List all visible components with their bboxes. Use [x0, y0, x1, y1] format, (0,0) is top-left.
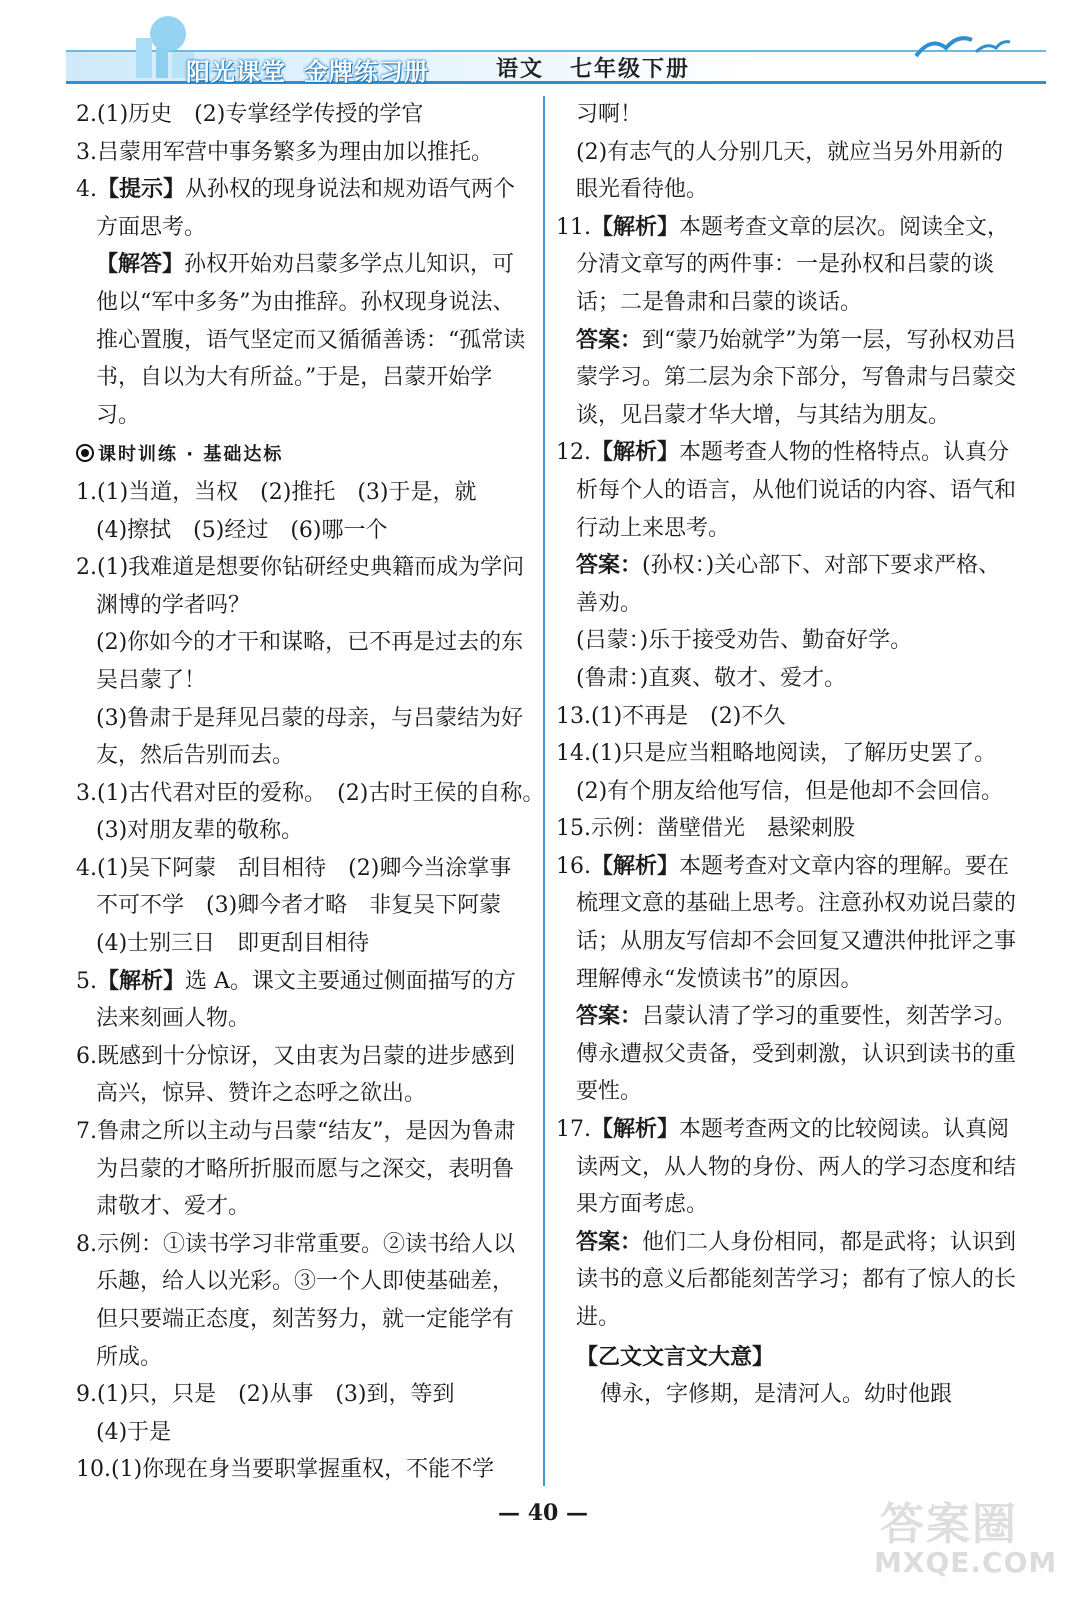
answer-item: 10.(1)你现在身当要职掌握重权，不能不学 [76, 1457, 495, 1483]
answer-item: 3.(1)古代君对臣的爱称。 (2)古时王侯的自称。 (3)对朋友辈的敬称。 [76, 780, 556, 844]
answer-item: 13.(1)不再是 (2)不久 [556, 703, 786, 729]
answer-detail: 习啊！ [576, 102, 643, 127]
answer-detail: 答案：到“蒙乃始就学”为第一层，写孙权劝吕蒙学习。第二层为余下部分，写鲁肃与吕蒙交谈，见吕蒙才华大增，与其结为朋友。 [576, 327, 1017, 428]
answer-item: 12.【解析】本题考查人物的性格特点。认真分析每个人的语言，从他们说话的内容、语气和行动上来思考。 [556, 440, 1017, 541]
answer-item: 14.(1)只是应当粗略地阅读，了解历史罢了。 [556, 741, 997, 767]
answer-item: 3.吕蒙用军营中事务繁多为理由加以推托。 [76, 139, 494, 165]
answer-item: 8.示例：①读书学习非常重要。②读书给人以乐趣，给人以光彩。③一个人即使基础差，但只要端正态度，刻苦努力，就一定能学有所成。 [76, 1231, 516, 1370]
brand-name-1: 阳光课堂 [186, 58, 286, 86]
subject-label [496, 52, 716, 83]
answer-item: 16.【解析】本题考查对文章内容的理解。要在梳理文意的基础上思考。注意孙权劝说吕蒙的话；从朋友写信却不会回复又遭洪仲批评之事理解傅永“发愤读书”的原因。 [556, 853, 1017, 992]
watermark-url: MXQE.COM [874, 1546, 1058, 1579]
answer-item: 4.【提示】从孙权的现身说法和规劝语气两个方面思考。 [76, 177, 516, 240]
subject-name: 语文 [496, 57, 545, 82]
answer-detail: (鲁肃：)直爽、敬才、爱才。 [576, 665, 847, 691]
answer-item: 1.(1)当道，当权 (2)推托 (3)于是，就 [76, 479, 477, 505]
brand-name-2: 金牌练习册 [304, 58, 429, 86]
translation-title: 【乙文文言文大意】 [576, 1344, 775, 1370]
answer-item: 2.(1)历史 (2)专掌经学传授的学官 [76, 102, 424, 127]
brand-title [186, 52, 447, 87]
answer-detail: (2)有志气的人分别几天，就应当另外用新的眼光看待他。 [576, 139, 1004, 203]
answer-item: 11.【解析】本题考查文章的层次。阅读全文，分清文章写的两件事：一是孙权和吕蒙的谈话；二是鲁肃和吕蒙的谈话。 [556, 214, 1010, 315]
answer-detail: 答案：(孙权：)关心部下、对部下要求严格、善劝。 [576, 553, 1001, 616]
answer-detail: (4)于是 [96, 1419, 172, 1445]
answer-detail: 【解答】孙权开始劝吕蒙多学点儿知识，可他以“军中多务”为由推辞。孙权现身说法、推心置腹，语气坚定而又循循善诱：“孤常读书，自以为大有所益。”于是，吕蒙开始学习。 [96, 252, 526, 428]
left-column [76, 96, 556, 1489]
right-column [556, 96, 1018, 1414]
answer-detail: 答案：吕蒙认清了学习的重要性，刻苦学习。傅永遭叔父责备，受到刺激，认识到读书的重要性。 [576, 1004, 1017, 1105]
answer-item: 5.【解析】选 A。课文主要通过侧面描写的方法来刻画人物。 [76, 968, 516, 1032]
answer-item: 15.示例：凿壁借光 悬梁刺股 [556, 816, 856, 842]
answer-detail: (4)擦拭 (5)经过 (6)哪一个 [96, 517, 388, 543]
watermark-logo: 答案圈 [880, 1499, 1018, 1550]
answer-detail: 答案：他们二人身份相同，都是武将；认识到读书的意义后都能刻苦学习；都有了惊人的长进。 [576, 1229, 1017, 1330]
grade-name: 七年级下册 [570, 57, 691, 82]
answer-item: 6.既感到十分惊讶，又由衷为吕蒙的进步感到高兴，惊异、赞许之态呼之欲出。 [76, 1043, 516, 1107]
birds-icon [906, 26, 1016, 66]
page-number: — 40 — [498, 1500, 588, 1526]
watermark [874, 1488, 1064, 1588]
page-header [66, 8, 1046, 84]
answer-item: 7.鲁肃之所以主动与吕蒙“结友”，是因为鲁肃为吕蒙的才略所折服而愿与之深交，表明鲁肃敬才、爱才。 [76, 1119, 516, 1220]
answer-detail: (2)你如今的才干和谋略，已不再是过去的东吴吕蒙了！ [96, 630, 524, 693]
answer-item: 4.(1)吴下阿蒙 刮目相待 (2)卿今当涂掌事 不可不学 (3)卿今者才略 非复吴下阿蒙 (4)士别三日 即更刮目相待 [76, 855, 534, 957]
section-bullet-icon [76, 444, 94, 462]
section-title: 课时训练 · 基础达标 [76, 436, 534, 474]
translation-text: 傅永，字修期，是清河人。幼时他跟 [600, 1382, 953, 1408]
answer-detail: (2)有个朋友给他写信，但是他却不会回信。 [576, 778, 1004, 804]
answer-item: 2.(1)我难道是想要你钻研经史典籍而成为学问渊博的学者吗？ [76, 555, 525, 618]
answer-detail: (3)鲁肃于是拜见吕蒙的母亲，与吕蒙结为好友，然后告别而去。 [96, 705, 524, 769]
answer-item: 17.【解析】本题考查两文的比较阅读。认真阅读两文，从人物的身份、两人的学习态度和结果方面考虑。 [556, 1117, 1017, 1218]
answer-detail: (吕蒙：)乐于接受劝告、勤奋好学。 [576, 628, 913, 654]
answer-item: 9.(1)只，只是 (2)从事 (3)到，等到 [76, 1382, 455, 1408]
